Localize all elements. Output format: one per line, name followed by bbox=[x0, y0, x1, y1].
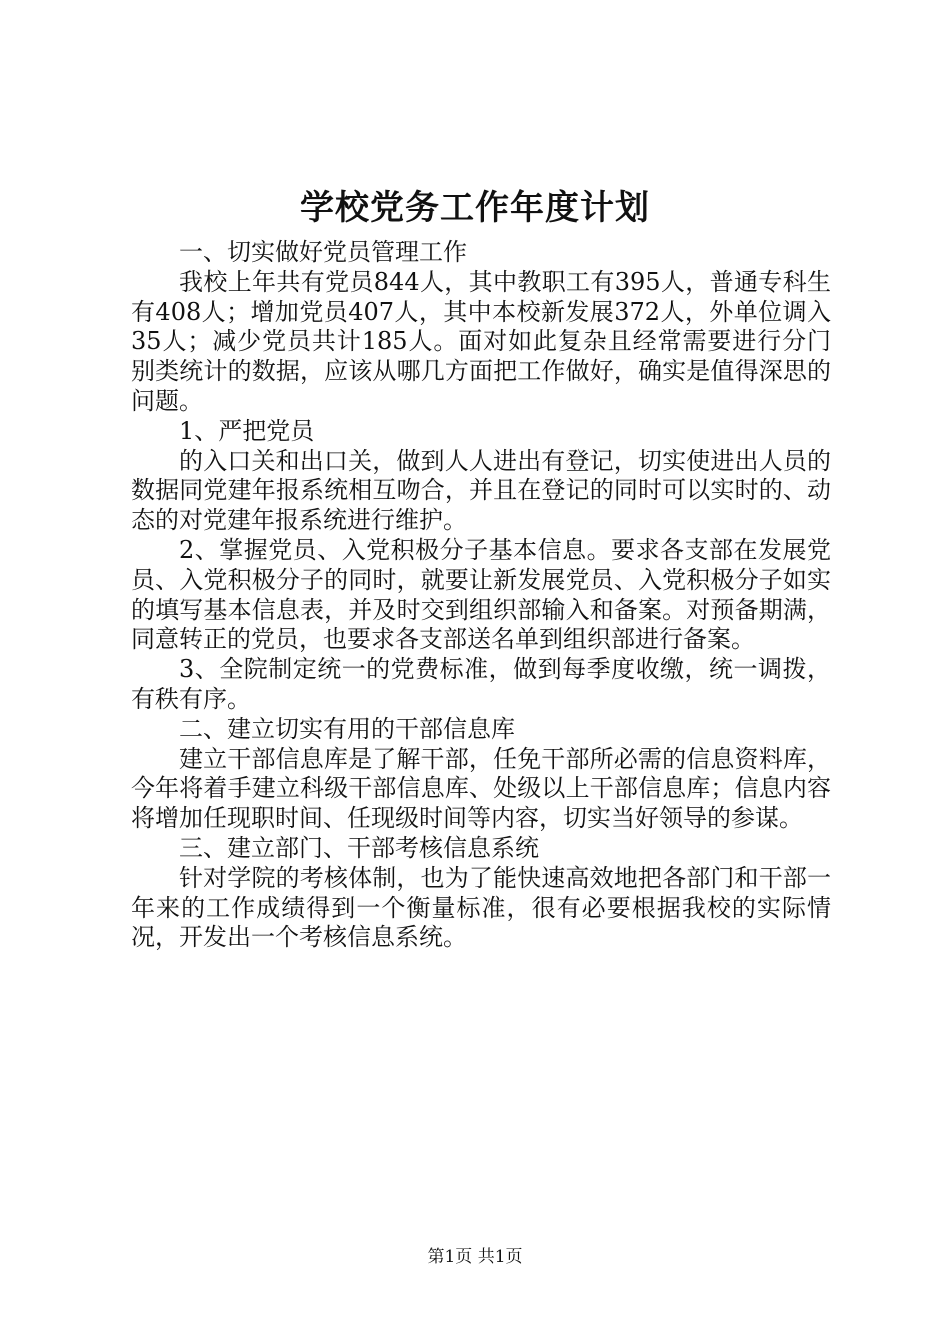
item-heading-strict-control: 1、严把党员 bbox=[179, 416, 315, 445]
paragraph-party-fee-standard: 3、全院制定统一的党费标准，做到每季度收缴，统一调拨，有秩有序。 bbox=[131, 655, 831, 713]
document-title: 学校党务工作年度计划 bbox=[300, 188, 650, 228]
section-heading-party-member-management: 一、切实做好党员管理工作 bbox=[179, 238, 467, 266]
paragraph-member-statistics: 我校上年共有党员844人，其中教职工有395人，普通专科生有408人；增加党员407人，其中本校新发展372人，外单位调入35人；减少党员共计185人。面对如此复杂且经常需要进行分门别类统计的数据，应该从哪几方面把工作做好，确实是值得深思的问题。 bbox=[131, 267, 831, 415]
paragraph-member-basic-info: 2、掌握党员、入党积极分子基本信息。要求各支部在发展党员、入党积极分子的同时，就要让新发展党员、入党积极分子如实的填写基本信息表，并及时交到组织部输入和备案。对预备期满，同意转正的党员，也要求各支部送名单到组织部进行备案。 bbox=[131, 535, 831, 654]
paragraph-cadre-database: 建立干部信息库是了解干部，任免干部所必需的信息资料库，今年将着手建立科级干部信息库、处级以上干部信息库；信息内容将增加任现职时间、任现级时间等内容，切实当好领导的参谋。 bbox=[131, 744, 831, 833]
page-number-footer: 第1页 共1页 bbox=[427, 1247, 523, 1267]
section-heading-assessment-system: 三、建立部门、干部考核信息系统 bbox=[179, 833, 539, 862]
paragraph-assessment-system: 针对学院的考核体制，也为了能快速高效地把各部门和干部一年来的工作成绩得到一个衡量标准，很有必要根据我校的实际情况，开发出一个考核信息系统。 bbox=[131, 863, 831, 952]
document-body bbox=[131, 238, 831, 953]
paragraph-entry-exit-control: 的入口关和出口关，做到人人进出有登记，切实使进出人员的数据同党建年报系统相互吻合，并且在登记的同时可以实时的、动态的对党建年报系统进行维护。 bbox=[131, 446, 831, 535]
section-heading-cadre-database: 二、建立切实有用的干部信息库 bbox=[179, 714, 515, 743]
